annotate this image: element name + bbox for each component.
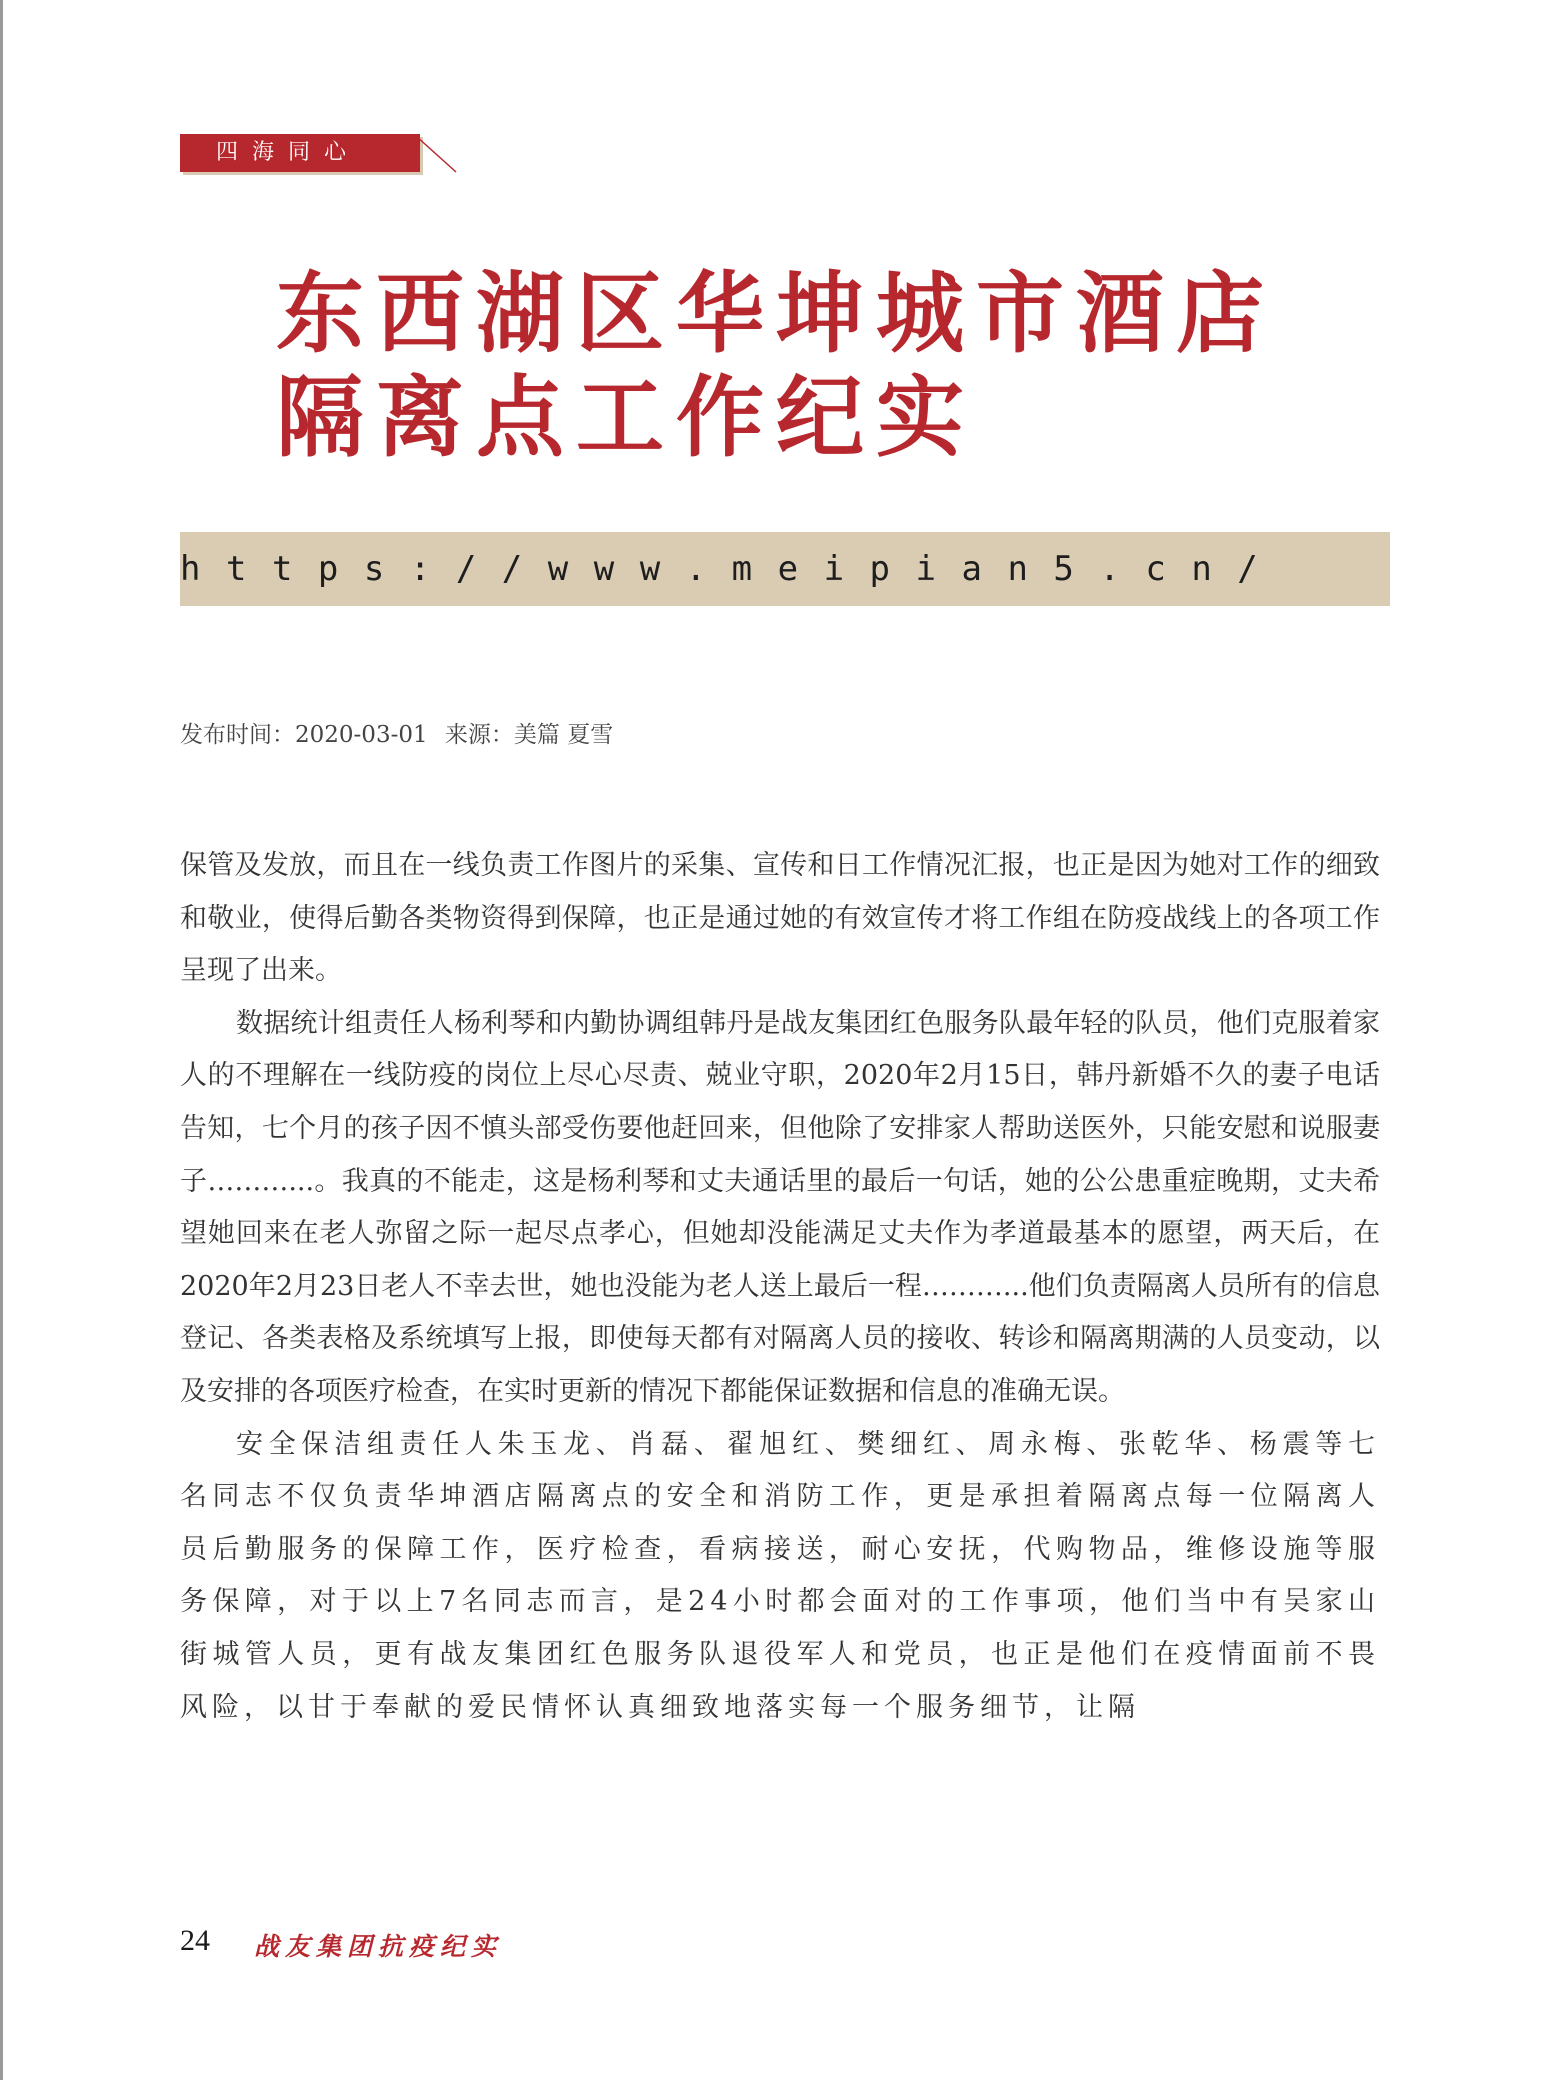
section-tag: 四海同心 — [180, 134, 420, 172]
article-title — [276, 262, 1356, 470]
source-url[interactable]: https://www.meipian5.cn/ — [180, 532, 1390, 606]
title-line-2: 隔离点工作纪实 — [276, 366, 977, 469]
publish-time: 发布时间：2020-03-01 — [180, 722, 428, 748]
article-meta — [180, 716, 623, 749]
publication-title: 战友集团抗疫纪实 — [254, 1932, 503, 1961]
tag-slash-decoration — [412, 134, 462, 174]
page-edge — [0, 0, 3, 2080]
paragraph-3: 安全保洁组责任人朱玉龙、肖磊、翟旭红、樊细红、周永梅、张乾华、杨震等七名同志不仅负责华坤酒店隔离点的安全和消防工作，更是承担着隔离点每一位隔离人员后勤服务的保障工作，医疗检查，看病接送，耐心安抚，代购物品，维修设施等服务保障，对于以上7名同志而言，是24小时都会面对的工作事项，他们当中有吴家山街城管人员，更有战友集团红色服务队退役军人和党员，也正是他们在疫情面前不畏风险，以甘于奉献的爱民情怀认真细致地落实每一个服务细节，让隔 — [180, 1428, 1380, 1723]
paragraph-2: 数据统计组责任人杨利琴和内勤协调组韩丹是战友集团红色服务队最年轻的队员，他们克服着家人的不理解在一线防疫的岗位上尽心尽责、兢业守职，2020年2月15日，韩丹新婚不久的妻子电话告知，七个月的孩子因不慎头部受伤要他赶回来，但他除了安排家人帮助送医外，只能安慰和说服妻子………...。我真的不能走，这是杨利琴和丈夫通话里的最后一句话，她的公公患重症晚期，丈夫希望她回来在老人弥留之际一起尽点孝心，但她却没能满足丈夫作为孝道最基本的愿望，两天后，在2020年2月23日老人不幸去世，她也没能为老人送上最后一程………...他们负责隔离人员所有的信息登记、各类表格及系统填写上报，即使每天都有对隔离人员的接收、转诊和隔离期满的人员变动，以及安排的各项医疗检查，在实时更新的情况下都能保证数据和信息的准确无误。 — [180, 1007, 1380, 1407]
page-number: 24 — [180, 1924, 210, 1957]
article-source: 来源：美篇 夏雪 — [444, 722, 614, 748]
title-line-1: 东西湖区华坤城市酒店 — [276, 262, 1277, 365]
paragraph-1: 保管及发放，而且在一线负责工作图片的采集、宣传和日工作情况汇报，也正是因为她对工作的细致和敬业，使得后勤各类物资得到保障，也正是通过她的有效宣传才将工作组在防疫战线上的各项工作呈现了出来。 — [180, 850, 1380, 987]
article-body — [180, 840, 1380, 1734]
